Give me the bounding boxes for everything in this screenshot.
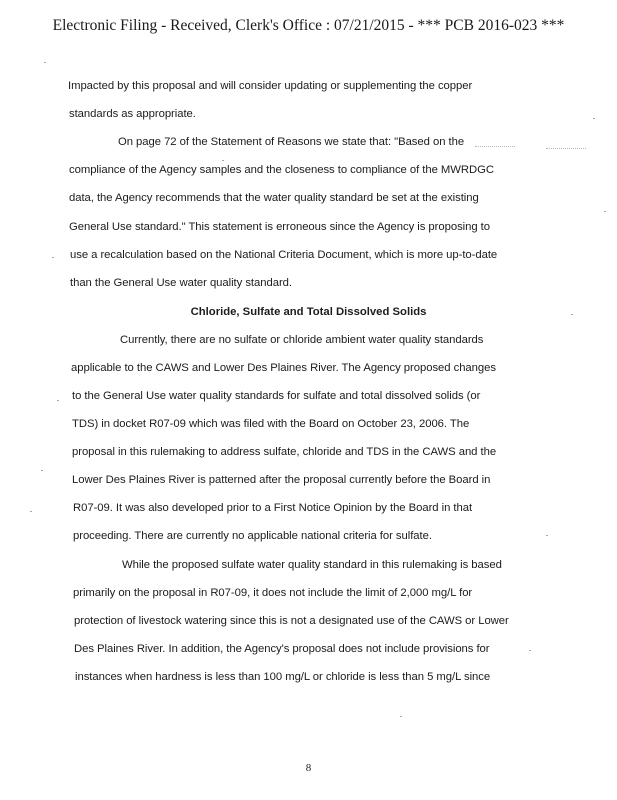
scan-speck xyxy=(222,160,224,161)
body-line: On page 72 of the Statement of Reasons we state that: "Based on the xyxy=(118,136,465,148)
body-line: than the General Use water quality standard. xyxy=(70,277,292,289)
body-line: standards as appropriate. xyxy=(69,108,196,120)
body-line: to the General Use water quality standards for sulfate and total dissolved solids (or xyxy=(72,390,481,402)
scan-speck xyxy=(57,400,59,401)
body-line: protection of livestock watering since this is not a designated use of the CAWS or Lower xyxy=(74,615,509,627)
filing-stamp-header: Electronic Filing - Received, Clerk's Office : 07/21/2015 - *** PCB 2016-023 *** xyxy=(52,17,565,34)
page-number: 8 xyxy=(305,762,312,774)
body-line: R07-09. It was also developed prior to a First Notice Opinion by the Board in that xyxy=(73,502,473,514)
scan-speck xyxy=(604,211,606,212)
body-line: Impacted by this proposal and will consider updating or supplementing the copper xyxy=(68,80,473,92)
body-line: proceeding. There are currently no applicable national criteria for sulfate. xyxy=(73,530,432,542)
body-line: Lower Des Plaines River is patterned after the proposal currently before the Board in xyxy=(72,474,491,486)
scan-speck xyxy=(400,716,402,717)
scan-speck xyxy=(52,257,54,258)
body-line: TDS) in docket R07-09 which was filed with the Board on October 23, 2006. The xyxy=(72,418,470,430)
scan-speck xyxy=(41,470,43,471)
body-line: primarily on the proposal in R07-09, it does not include the limit of 2,000 mg/L for xyxy=(73,587,473,599)
body-line: Des Plaines River. In addition, the Agency's proposal does not include provisions for xyxy=(74,643,490,655)
body-line: applicable to the CAWS and Lower Des Plaines River. The Agency proposed changes xyxy=(71,362,496,374)
body-line: instances when hardness is less than 100 mg/L or chloride is less than 5 mg/L since xyxy=(75,671,491,683)
body-line: Currently, there are no sulfate or chloride ambient water quality standards xyxy=(120,334,484,346)
body-line: General Use standard." This statement is erroneous since the Agency is proposing to xyxy=(69,221,491,233)
body-line: data, the Agency recommends that the water quality standard be set at the existing xyxy=(69,192,479,204)
scan-speck xyxy=(44,62,46,63)
section-heading: Chloride, Sulfate and Total Dissolved Solids xyxy=(190,306,427,318)
scan-speck xyxy=(571,314,573,315)
scan-speck xyxy=(30,511,32,512)
body-line: proposal in this rulemaking to address sulfate, chloride and TDS in the CAWS and the xyxy=(72,446,497,458)
scan-speck xyxy=(475,146,515,148)
scan-speck xyxy=(546,535,548,536)
scan-speck xyxy=(529,650,531,651)
body-line: compliance of the Agency samples and the closeness to compliance of the MWRDGC xyxy=(69,164,494,176)
scan-speck xyxy=(546,148,586,150)
scan-speck xyxy=(593,118,595,119)
body-line: While the proposed sulfate water quality standard in this rulemaking is based xyxy=(122,559,502,571)
body-line: use a recalculation based on the National Criteria Document, which is more up-to-date xyxy=(70,249,498,261)
